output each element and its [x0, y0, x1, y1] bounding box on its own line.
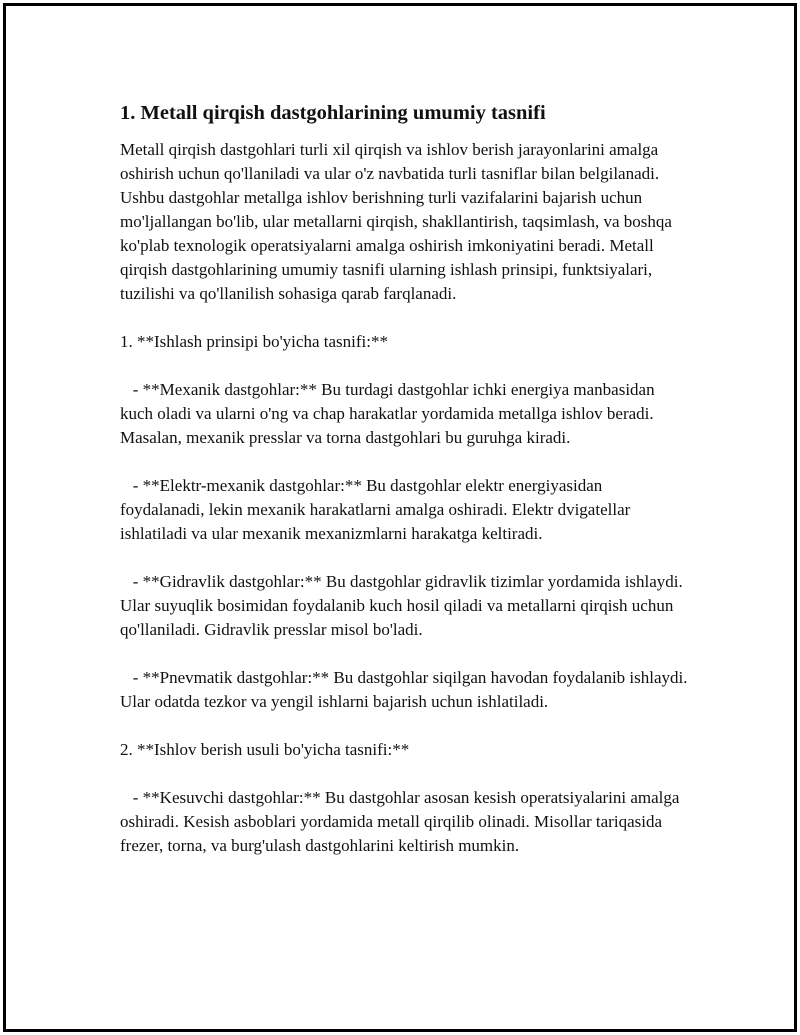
list-item-pneumatic: - **Pnevmatik dastgohlar:** Bu dastgohlar siqilgan havodan foydalanib ishlaydi. Ular odatda tezkor va yengil ishlarni bajarish uchun ishlatiladi. — [120, 668, 692, 711]
list-item-cutting: - **Kesuvchi dastgohlar:** Bu dastgohlar asosan kesish operatsiyalarini amalga oshiradi. Kesish asboblari yordamida metall qirqilib olinadi. Misollar tariqasida frezer, torna, va burg'ulash dastgohlarini keltirish mumkin. — [120, 788, 684, 855]
page-frame — [3, 3, 797, 1032]
document-title: 1. Metall qirqish dastgohlarining umumiy tasnifi — [120, 102, 546, 124]
section-heading-processing-method: 2. **Ishlov berish usuli bo'yicha tasnifi:** — [120, 740, 410, 759]
section-heading-working-principle: 1. **Ishlash prinsipi bo'yicha tasnifi:** — [120, 332, 388, 351]
list-item-mechanical: - **Mexanik dastgohlar:** Bu turdagi dastgohlar ichki energiya manbasidan kuch oladi va ularni o'ng va chap harakatlar yordamida metallga ishlov beradi. Masalan, mexanik presslar va torna dastgohlari bu guruhga kiradi. — [120, 380, 659, 447]
list-item-hydraulic: - **Gidravlik dastgohlar:** Bu dastgohlar gidravlik tizimlar yordamida ishlaydi. Ular suyuqlik bosimidan foydalanib kuch hosil qiladi va metallarni qirqish uchun qo'llaniladi. Gidravlik presslar misol bo'ladi. — [120, 572, 688, 639]
list-item-electromechanical: - **Elektr-mexanik dastgohlar:** Bu dastgohlar elektr energiyasidan foydalanadi, lekin mexanik harakatlarni amalga oshiradi. Elektr dvigatellar ishlatiladi va ular mexanik mexanizmlarni harakatga keltiradi. — [120, 476, 635, 543]
document-body — [120, 100, 690, 882]
intro-paragraph: Metall qirqish dastgohlari turli xil qirqish va ishlov berish jarayonlarini amalga oshirish uchun qo'llaniladi va ular o'z navbatida turli tasniflar bilan belgilanadi. Ushbu dastgohlar metallga ishlov berishning turli vazifalarini bajarish uchun mo'ljallangan bo'lib, ular metallarni qirqish, shakllantirish, taqsimlash, va boshqa ko'plab texnologik operatsiyalarni amalga oshirish imkoniyatini beradi. Metall qirqish dastgohlarining umumiy tasnifi ularning ishlash prinsipi, funktsiyalari, tuzilishi va qo'llanilish sohasiga qarab farqlanadi. — [120, 140, 677, 303]
